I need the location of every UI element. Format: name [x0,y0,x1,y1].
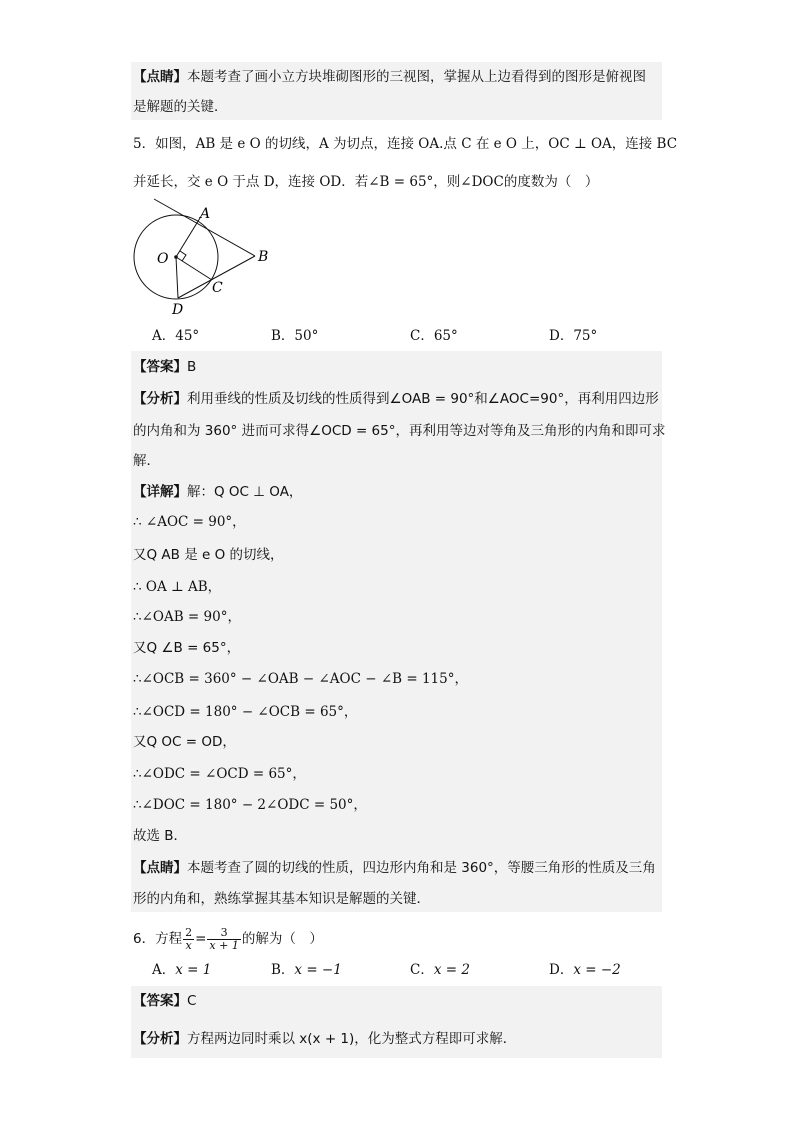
q6-fraction-2: $\frac{3}{x + 1}$ [209,926,239,952]
q5-option-d: D．75° [549,328,598,344]
q5-step: ∴ OA ⊥ AB， [133,579,222,595]
note-tag: 【点睛】 [133,69,187,85]
q5-step: ∴∠OCD = 180° − ∠OCB = 65°， [133,704,358,720]
q6-stem: 6．方程 $\frac{2}{x}$ = $\frac{3}{x + 1}$ 的解为（ ） [133,926,323,952]
q5-figure [125,195,285,320]
q6-analysis: 【分析】方程两边同时乘以 x(x + 1)，化为整式方程即可求解． [133,1031,517,1047]
q5-detail-first: 【详解】解：Q OC ⊥ OA， [133,484,303,500]
q5-step: ∴∠OCB = 360° − ∠OAB − ∠AOC − ∠B = 115°， [133,671,468,687]
right-angle-mark [180,251,186,261]
label-a: A [200,206,211,222]
q5-answer: 【答案】B [133,359,197,375]
q6-option-a: A．x = 1 [152,962,212,978]
segment-od [176,257,178,298]
note4-line2: 是解题的关键． [133,99,228,115]
point-o [174,255,178,259]
q5-note-line1: 【点睛】本题考查了圆的切线的性质，四边形内角和是 360°，等腰三角形的性质及三角 [133,860,656,876]
q5-stem-line2: 并延长，交 e O 于点 D，连接 OD．若∠B = 65°，则∠DOC的度数为（ ） [133,174,599,190]
q5-step: 故选 B． [133,828,188,844]
q6-answer: 【答案】C [133,993,197,1009]
q5-step: ∴∠OAB = 90°， [133,609,241,625]
q6-option-b: B．x = −1 [271,962,342,978]
segment-oc [176,257,212,280]
note4-line1: 【点睛】本题考查了画小立方块堆砌图形的三视图，掌握从上边看得到的图形是俯视图 [133,69,646,85]
label-c: C [212,280,223,296]
q6-fraction-1: $\frac{2}{x}$ [185,926,193,952]
q5-option-b: B．50° [271,328,319,344]
q5-option-c: C．65° [410,328,458,344]
q5-analysis-line2: 的内角和为 360° 进而可求得∠OCD = 65°，再利用等边对等角及三角形的内角和即可求 [133,423,666,439]
label-o: O [157,251,169,267]
q5-analysis-line3: 解． [133,453,160,469]
q5-analysis-line1: 【分析】利用垂线的性质及切线的性质得到∠OAB = 90°和∠AOC=90°，再利用四边形 [133,391,659,407]
label-d: D [172,302,184,318]
q5-option-a: A．45° [152,328,200,344]
q6-option-d: D．x = −2 [549,962,621,978]
q5-stem-line1: 5．如图，AB 是 e O 的切线，A 为切点，连接 OA.点 C 在 e O 上，OC ⊥ OA，连接 BC [133,136,678,152]
q5-note-line2: 形的内角和，熟练掌握其基本知识是解题的关键． [133,891,430,907]
q5-step: 又Q ∠B = 65°， [133,640,241,656]
label-b: B [258,249,269,265]
q5-step: ∴∠DOC = 180° − 2∠ODC = 50°， [133,797,367,813]
q5-step: ∴∠ODC = ∠OCD = 65°， [133,766,306,782]
segment-oa [176,218,200,257]
q5-step: 又Q AB 是 e O 的切线， [133,547,284,563]
q5-step: ∴ ∠AOC = 90°， [133,514,246,530]
q5-step: 又Q OC = OD， [133,734,236,750]
q6-option-c: C．x = 2 [410,962,470,978]
